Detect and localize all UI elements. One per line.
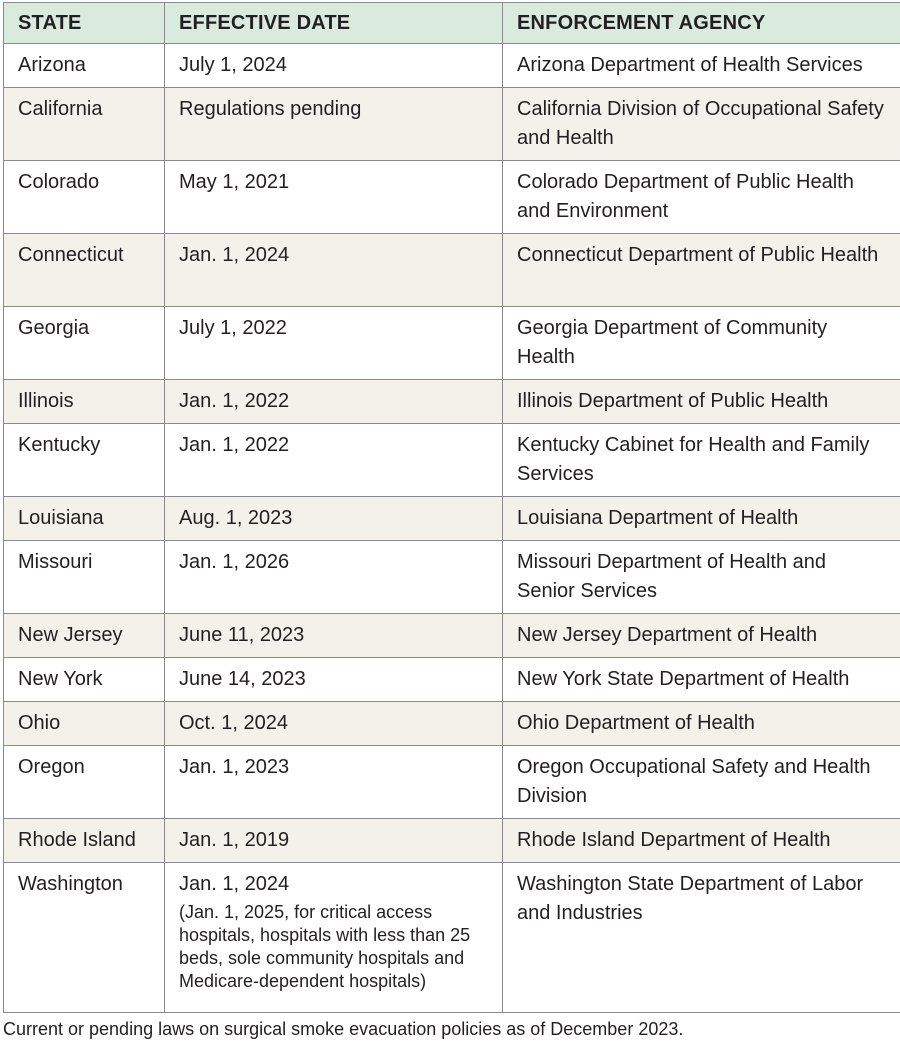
state-cell: Colorado bbox=[4, 161, 165, 234]
agency-cell: New York State Department of Health bbox=[503, 658, 900, 702]
agency-cell: Rhode Island Department of Health bbox=[503, 819, 900, 863]
state-cell: Kentucky bbox=[4, 424, 165, 497]
table-row bbox=[4, 497, 900, 541]
table-row bbox=[4, 161, 900, 234]
table-row bbox=[4, 380, 900, 424]
state-cell: New Jersey bbox=[4, 614, 165, 658]
date-cell: Jan. 1, 2023 bbox=[165, 746, 503, 819]
agency-cell: Washington State Department of Labor and Industries bbox=[503, 863, 900, 1013]
table-row bbox=[4, 234, 900, 307]
agency-cell: New Jersey Department of Health bbox=[503, 614, 900, 658]
date-cell: Regulations pending bbox=[165, 88, 503, 161]
table-row bbox=[4, 424, 900, 497]
state-cell: Louisiana bbox=[4, 497, 165, 541]
agency-cell: Colorado Department of Public Health and Environment bbox=[503, 161, 900, 234]
date-cell: Jan. 1, 2019 bbox=[165, 819, 503, 863]
agency-cell: Missouri Department of Health and Senior Services bbox=[503, 541, 900, 614]
smoke-evacuation-laws-table bbox=[3, 2, 900, 1013]
table-row bbox=[4, 614, 900, 658]
state-cell: Washington bbox=[4, 863, 165, 1013]
agency-cell: California Division of Occupational Safety and Health bbox=[503, 88, 900, 161]
agency-cell: Kentucky Cabinet for Health and Family Services bbox=[503, 424, 900, 497]
state-cell: Missouri bbox=[4, 541, 165, 614]
date-cell: July 1, 2024 bbox=[165, 44, 503, 88]
header-state: STATE bbox=[4, 3, 165, 44]
agency-cell: Connecticut Department of Public Health bbox=[503, 234, 900, 307]
header-enforcement-agency: ENFORCEMENT AGENCY bbox=[503, 3, 900, 44]
state-cell: California bbox=[4, 88, 165, 161]
date-cell: Jan. 1, 2022 bbox=[165, 424, 503, 497]
state-cell: New York bbox=[4, 658, 165, 702]
agency-cell: Georgia Department of Community Health bbox=[503, 307, 900, 380]
agency-cell: Illinois Department of Public Health bbox=[503, 380, 900, 424]
table-row bbox=[4, 863, 900, 1013]
date-cell: May 1, 2021 bbox=[165, 161, 503, 234]
table-row bbox=[4, 44, 900, 88]
date-cell: Oct. 1, 2024 bbox=[165, 702, 503, 746]
agency-cell: Louisiana Department of Health bbox=[503, 497, 900, 541]
date-note: (Jan. 1, 2025, for critical access hospitals, hospitals with less than 25 beds, sole community hospitals and Medicare-dependent hospitals) bbox=[179, 902, 471, 991]
table-row bbox=[4, 88, 900, 161]
header-effective-date: EFFECTIVE DATE bbox=[165, 3, 503, 44]
state-cell: Oregon bbox=[4, 746, 165, 819]
date-cell: Jan. 1, 2024 bbox=[165, 234, 503, 307]
date-value: Jan. 1, 2024 bbox=[179, 873, 290, 895]
table-row bbox=[4, 702, 900, 746]
state-cell: Rhode Island bbox=[4, 819, 165, 863]
date-cell: Jan. 1, 2026 bbox=[165, 541, 503, 614]
table-row bbox=[4, 746, 900, 819]
date-cell: Jan. 1, 2022 bbox=[165, 380, 503, 424]
state-cell: Georgia bbox=[4, 307, 165, 380]
agency-cell: Arizona Department of Health Services bbox=[503, 44, 900, 88]
table-row bbox=[4, 658, 900, 702]
state-cell: Illinois bbox=[4, 380, 165, 424]
date-cell bbox=[165, 863, 503, 1013]
state-cell: Arizona bbox=[4, 44, 165, 88]
agency-cell: Oregon Occupational Safety and Health Division bbox=[503, 746, 900, 819]
agency-cell: Ohio Department of Health bbox=[503, 702, 900, 746]
state-cell: Connecticut bbox=[4, 234, 165, 307]
table-header-row bbox=[4, 3, 900, 44]
state-cell: Ohio bbox=[4, 702, 165, 746]
table-caption: Current or pending laws on surgical smoke evacuation policies as of December 2023. bbox=[3, 1019, 684, 1039]
smoke-evacuation-laws-table-wrapper bbox=[3, 2, 900, 1013]
table-row bbox=[4, 307, 900, 380]
date-cell: June 14, 2023 bbox=[165, 658, 503, 702]
date-cell: Aug. 1, 2023 bbox=[165, 497, 503, 541]
date-cell: June 11, 2023 bbox=[165, 614, 503, 658]
date-cell: July 1, 2022 bbox=[165, 307, 503, 380]
table-row bbox=[4, 541, 900, 614]
table-row bbox=[4, 819, 900, 863]
